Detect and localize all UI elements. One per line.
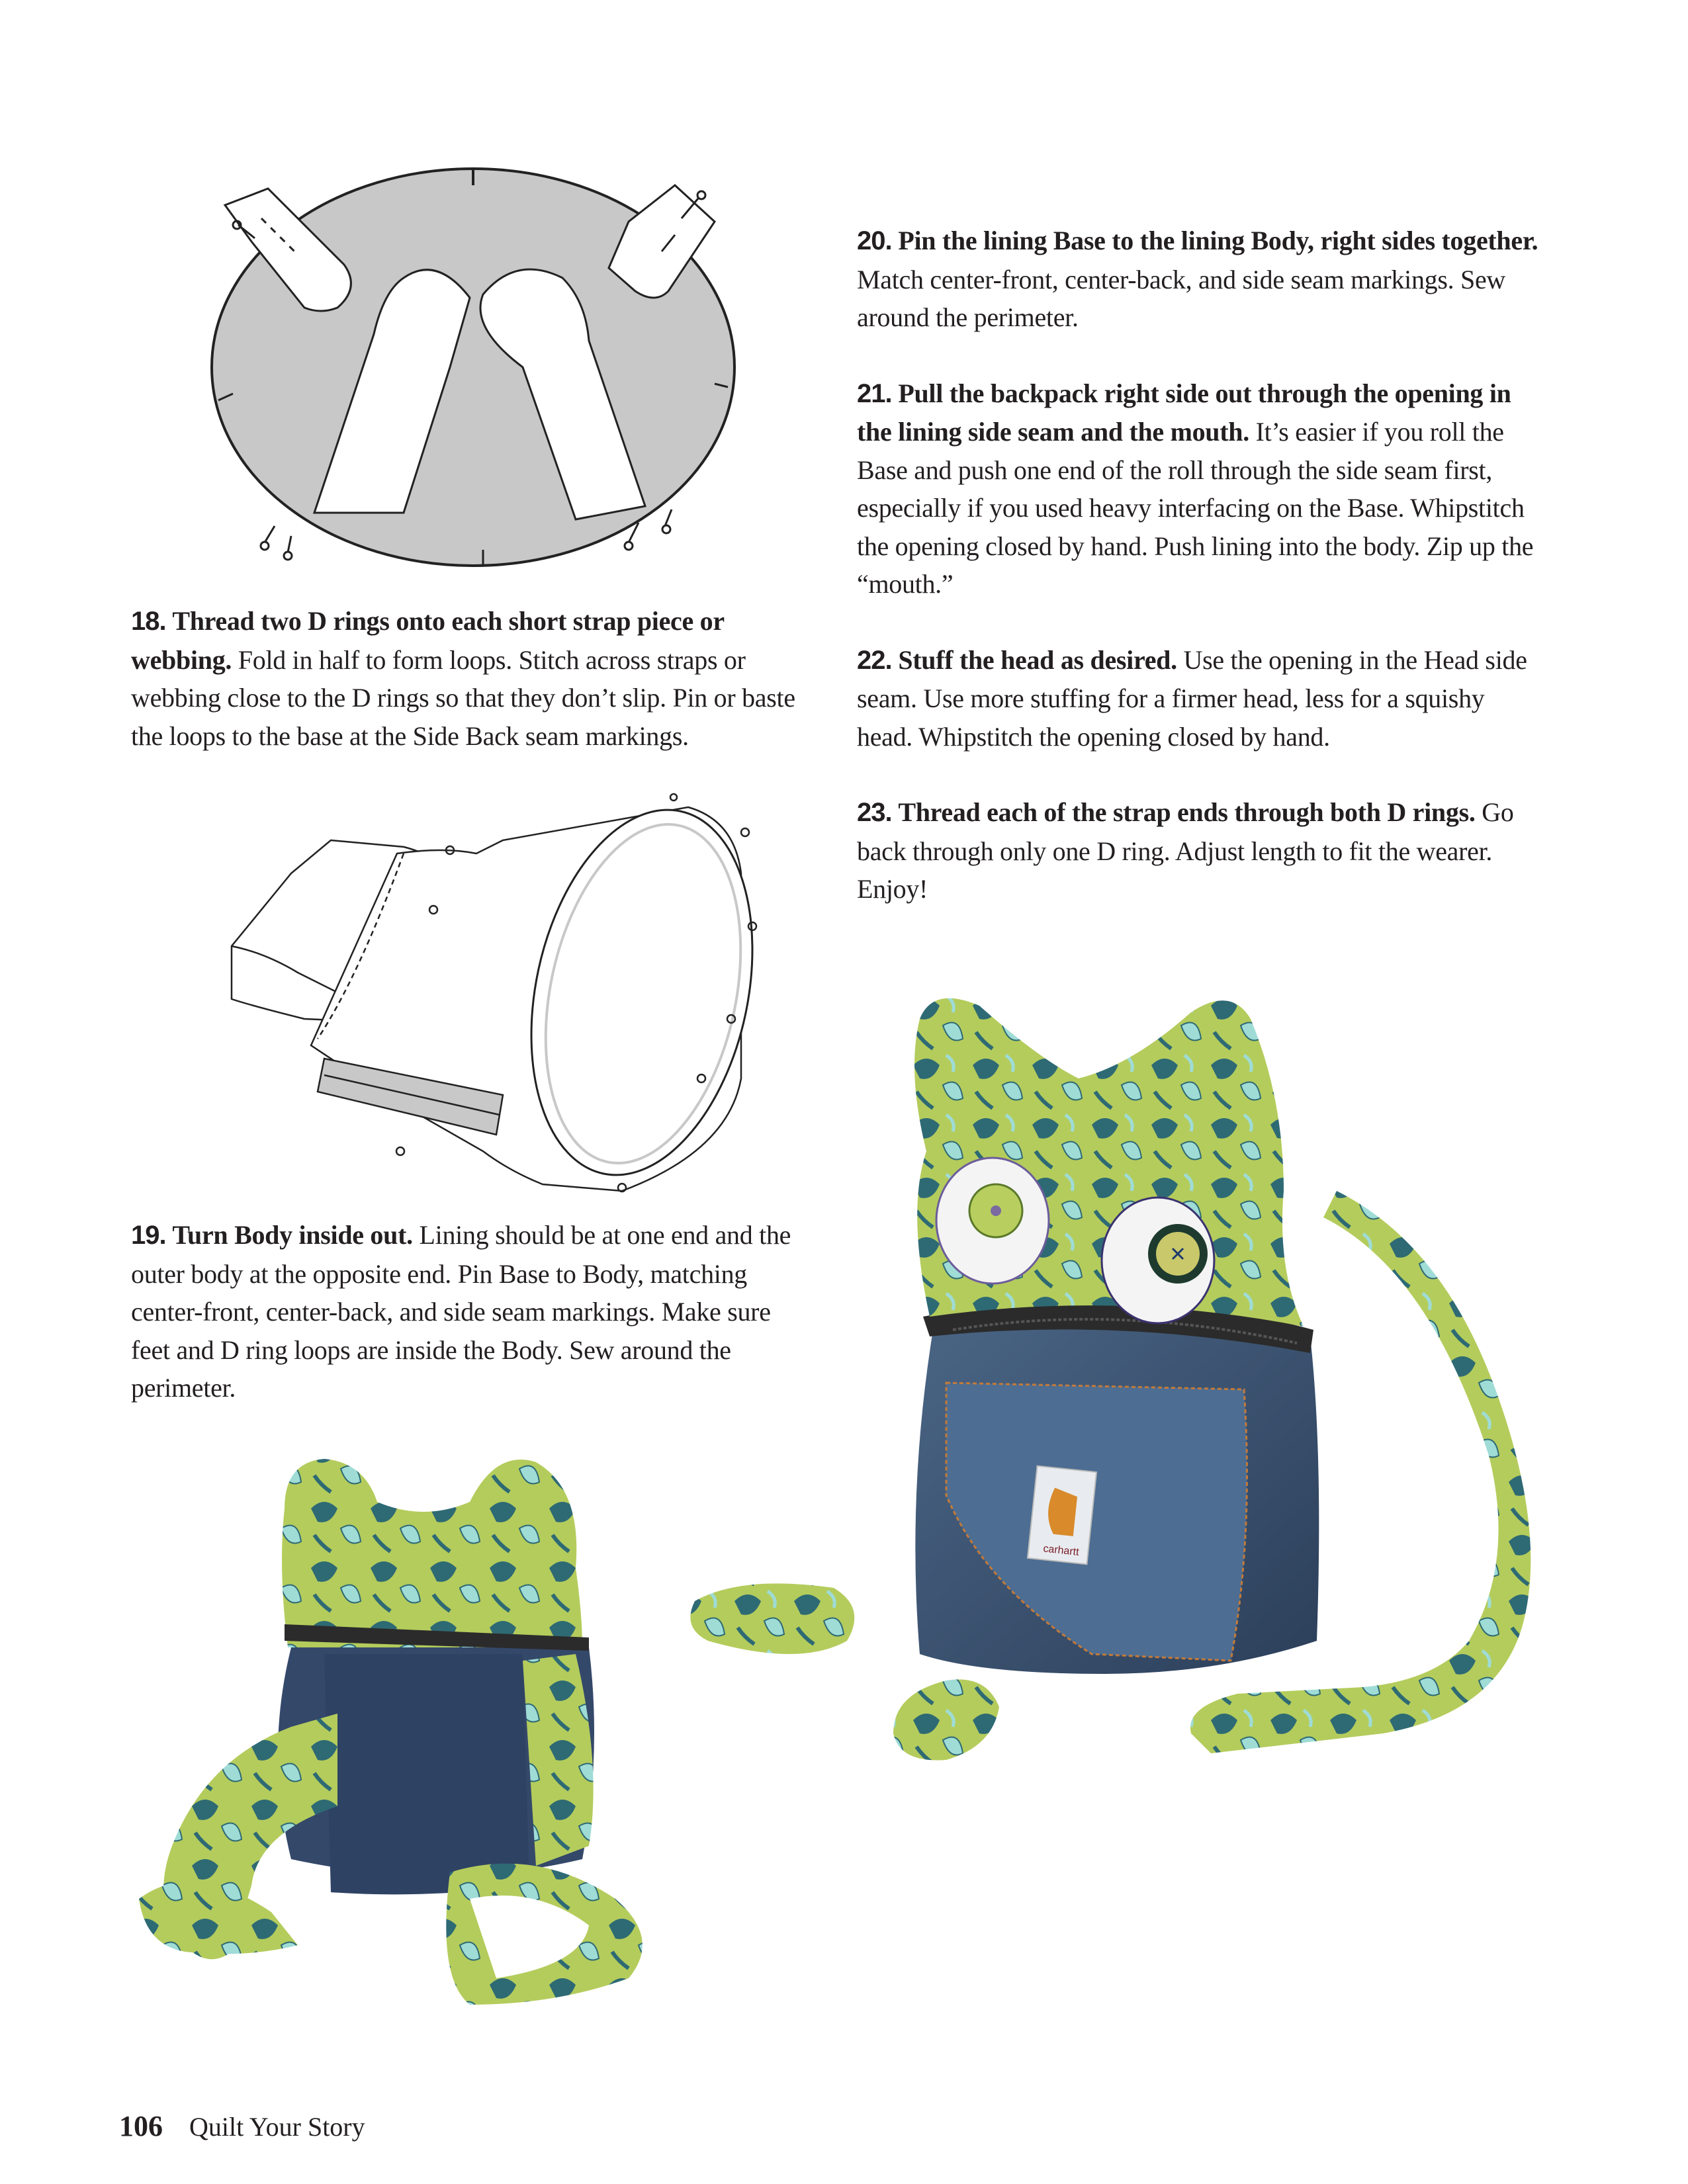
step-lead: Thread two D rings onto each short strap piece or webbing. — [131, 606, 725, 675]
step-body: Use the opening in the Head side seam. Use more stuffing for a firmer head, less for a squishy head. Whipstitch the opening closed by hand. — [857, 644, 1527, 752]
photo-front-view — [668, 992, 1634, 1806]
step-number: 19. — [131, 1221, 166, 1250]
step-number: 18. — [131, 607, 166, 636]
step-number: 22. — [857, 645, 892, 675]
page-number: 106 — [119, 2110, 163, 2142]
running-footer-title: Quilt Your Story — [189, 2112, 365, 2142]
step-number: 21. — [857, 378, 892, 408]
step-body: Match center-front, center-back, and side seam markings. Sew around the perimeter. — [857, 264, 1506, 332]
step-body: Lining should be at one end and the outer body at the opposite end. Pin Base to Body, matching center-front, center-back, and side seam markings. Make sure feet and D ring loops are inside the Body. Sew around the perimeter. — [131, 1220, 791, 1403]
step-lead: Pin the lining Base to the lining Body, right sides together. — [898, 226, 1538, 255]
step-lead: Thread each of the strap ends through both D rings. — [898, 797, 1476, 827]
step-18 — [131, 602, 813, 755]
step-body: Go back through only one D ring. Adjust length to fit the wearer. Enjoy! — [857, 797, 1514, 904]
step-lead: Pull the backpack right side out through the opening in the lining side seam and the mouth. — [857, 378, 1511, 447]
step-body: It’s easier if you roll the Base and push one end of the roll through the side seam first, especially if you used heavy interfacing on the Base. Whipstitch the opening closed by hand. Push lining into the body. Zip up the “mouth.” — [857, 417, 1534, 599]
right-column — [857, 222, 1538, 908]
step-20 — [857, 222, 1538, 337]
step-lead: Turn Body inside out. — [172, 1220, 413, 1250]
step-number: 23. — [857, 798, 892, 827]
step-22 — [857, 641, 1538, 756]
step-body: Fold in half to form loops. Stitch across straps or webbing close to the D rings so that they don’t slip. Pin or baste the loops to the base at the Side Back seam markings. — [131, 644, 795, 751]
figure-base-with-loops — [205, 149, 754, 572]
page-footer — [119, 2109, 365, 2143]
step-23 — [857, 793, 1538, 908]
photo-back-view — [126, 1436, 708, 2018]
step-number: 20. — [857, 226, 892, 255]
carhartt-label-text: carhartt — [1042, 1543, 1080, 1558]
step-lead: Stuff the head as desired. — [898, 644, 1177, 675]
step-21 — [857, 374, 1538, 603]
